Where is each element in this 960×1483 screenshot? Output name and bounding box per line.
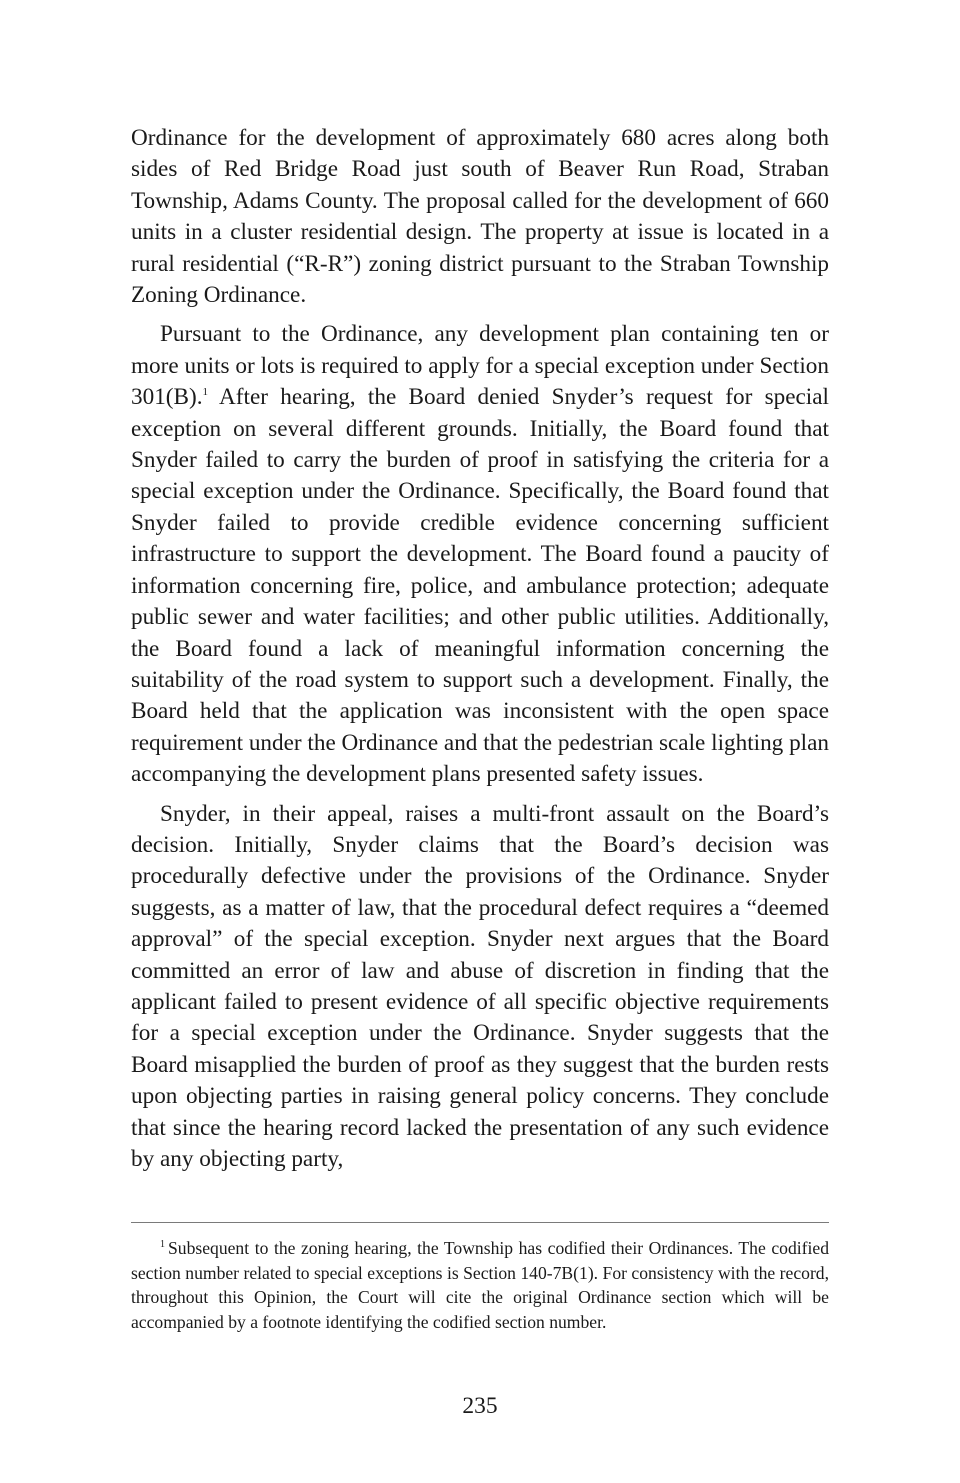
- footnote: [131, 1236, 829, 1334]
- paragraph-2-text-a: Pursuant to the Ordinance, any development plan containing ten or more units or lots is required to apply for a special exception under Section 301(B).: [131, 321, 829, 411]
- paragraph-1: Ordinance for the development of approximately 680 acres along both sides of Red Bridge Road just south of Beaver Run Road, Straban Township, Adams County. The proposal called for the development of 660 units in a cluster residential design. The property at issue is located in a rural residential (“R-R”) zoning district pursuant to the Straban Township Zoning Ordinance.: [131, 125, 829, 309]
- main-text: [131, 123, 829, 1183]
- paragraph-3: Snyder, in their appeal, raises a multi-front assault on the Board’s decision. Initially, Snyder claims that the Board’s decision was procedurally defective under the provisions of the Ordinance. Snyder suggests, as a matter of law, that the procedural defect requires a “deemed approval” of the special exception. Snyder next argues that the Board committed an error of law and abuse of discretion in finding that the applicant failed to present evidence of all specific objective requirements for a special exception under the Ordinance. Snyder suggests that the Board misapplied the burden of proof as they suggest that the burden rests upon objecting parties in raising general policy concerns. They conclude that since the hearing record lacked the presentation of any such evidence by any objecting party,: [131, 800, 829, 1172]
- page-number: 235: [462, 1393, 498, 1419]
- footnote-divider: [131, 1222, 829, 1223]
- footnote-text: Subsequent to the zoning hearing, the Township has codified their Ordinances. The codified section number related to special exceptions is Section 140-7B(1). For consistency with the record, throughout this Opinion, the Court will cite the original Ordinance section which will be accompanied by a footnote identifying the codified section number.: [131, 1238, 829, 1332]
- paragraph-2: [131, 319, 829, 790]
- footnote-marker: 1: [160, 1239, 165, 1250]
- footnote-reference: 1: [202, 386, 208, 399]
- paragraph-2-text-b: After hearing, the Board denied Snyder’s request for special exception on several different grounds. Initially, the Board found that Snyder failed to carry the burden of proof in satisfying the criteria for a special exception under the Ordinance. Specifically, the Board found that Snyder failed to provide credible evidence concerning sufficient infrastructure to support the development. The Board found a paucity of information concerning fire, police, and ambulance protection; adequate public sewer and water facilities; and other public utilities. Additionally, the Board found a lack of meaningful information concerning the suitability of the road system to support such a development. Finally, the Board held that the application was inconsistent with the open space requirement under the Ordinance and that the pedestrian scale lighting plan accompanying the development plans presented safety issues.: [131, 384, 829, 788]
